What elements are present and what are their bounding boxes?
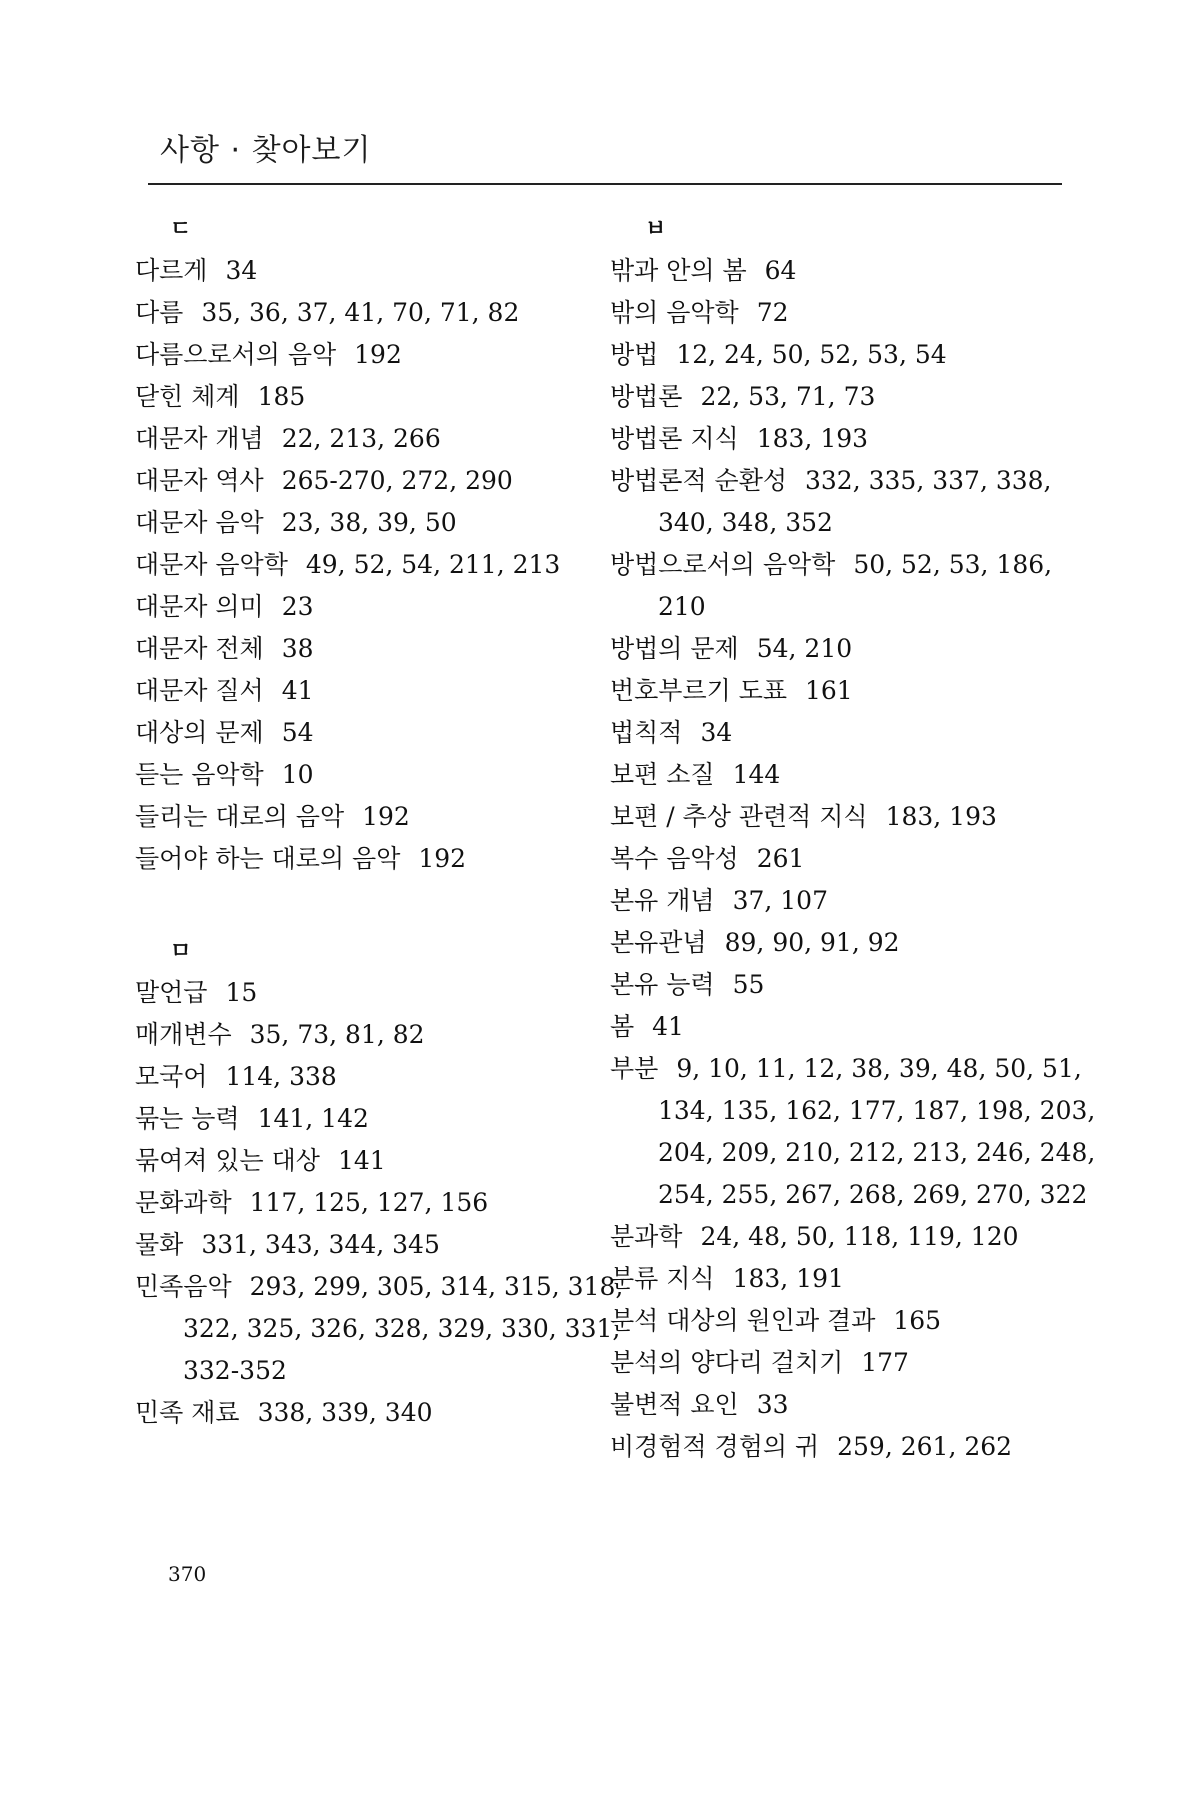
index-entry: [610, 796, 1055, 838]
index-pages: 72: [756, 298, 789, 327]
index-entry: [135, 838, 580, 880]
index-entry: [610, 1384, 1055, 1426]
index-pages: 22, 53, 71, 73: [700, 382, 876, 411]
index-term: 물화: [135, 1230, 184, 1259]
index-pages: 38: [281, 634, 314, 663]
index-term: 분류 지식: [610, 1264, 715, 1293]
index-pages: 183, 193: [885, 802, 997, 831]
index-pages: 34: [700, 718, 733, 747]
index-entry: [610, 838, 1055, 880]
index-entry: [135, 586, 580, 628]
index-term: 매개변수: [135, 1020, 232, 1049]
index-term: 방법론: [610, 382, 683, 411]
index-term: 밖과 안의 봄: [610, 256, 747, 285]
index-term: 방법: [610, 340, 659, 369]
index-term: 본유관념: [610, 928, 707, 957]
index-entry: [135, 1056, 580, 1098]
index-pages: 15: [225, 978, 258, 1007]
index-entry: [135, 1140, 580, 1182]
index-term: 다름: [135, 298, 184, 327]
index-entry: [135, 376, 580, 418]
index-term: 분석 대상의 원인과 결과: [610, 1306, 876, 1335]
index-pages: 10: [281, 760, 314, 789]
index-term: 다름으로서의 음악: [135, 340, 337, 369]
index-pages: 55: [732, 970, 765, 999]
index-entry: [135, 1266, 624, 1308]
index-pages: 265-270, 272, 290: [281, 466, 513, 495]
index-entry: [135, 628, 580, 670]
index-term: 분석의 양다리 걸치기: [610, 1348, 844, 1377]
index-term: 문화과학: [135, 1188, 232, 1217]
index-pages: 192: [418, 844, 467, 873]
index-entry: [135, 292, 580, 334]
index-entry: [610, 460, 1055, 502]
index-pages: 259, 261, 262: [837, 1432, 1013, 1461]
index-pages: 37, 107: [732, 886, 828, 915]
page-number: 370: [168, 1562, 207, 1586]
section-letter-d: ㄷ: [170, 217, 192, 242]
index-pages: 33: [756, 1390, 789, 1419]
index-entry: [610, 1342, 1055, 1384]
index-term: 방법론적 순환성: [610, 466, 787, 495]
index-term: 대문자 의미: [135, 592, 264, 621]
index-entry: [610, 670, 1055, 712]
index-pages: 22, 213, 266: [281, 424, 441, 453]
index-entry-continuation: 254, 255, 267, 268, 269, 270, 322: [658, 1180, 1088, 1209]
index-entry: [135, 1098, 580, 1140]
index-term: 민족 재료: [135, 1398, 240, 1427]
index-pages: 49, 52, 54, 211, 213: [305, 550, 561, 579]
index-term: 봄: [610, 1012, 635, 1041]
index-entry: [135, 460, 580, 502]
index-pages: 12, 24, 50, 52, 53, 54: [676, 340, 947, 369]
index-entry: [135, 250, 580, 292]
section-letter-m: ㅁ: [170, 939, 192, 964]
index-term: 방법의 문제: [610, 634, 739, 663]
index-term: 보편 소질: [610, 760, 715, 789]
index-term: 방법으로서의 음악학: [610, 550, 836, 579]
index-entry: [135, 972, 580, 1014]
index-term: 대문자 역사: [135, 466, 264, 495]
index-entry: [610, 1300, 1055, 1342]
index-entry: [610, 1048, 1082, 1090]
section-letter-b: ㅂ: [645, 217, 667, 242]
index-entry: [610, 1006, 1055, 1048]
index-term: 말언급: [135, 978, 208, 1007]
index-term: 분과학: [610, 1222, 683, 1251]
index-entry: [610, 964, 1055, 1006]
index-entry: [135, 502, 580, 544]
index-pages: 183, 193: [756, 424, 869, 453]
index-term: 묶는 능력: [135, 1104, 240, 1133]
index-entry: [135, 1224, 580, 1266]
index-term: 본유 개념: [610, 886, 715, 915]
index-pages: 141: [337, 1146, 386, 1175]
index-term: 묶여져 있는 대상: [135, 1146, 320, 1175]
index-pages: 41: [281, 676, 314, 705]
index-term: 모국어: [135, 1062, 208, 1091]
index-entry: [135, 796, 580, 838]
index-entry-continuation: 322, 325, 326, 328, 329, 330, 331,: [183, 1314, 621, 1343]
index-term: 닫힌 체계: [135, 382, 240, 411]
section-d-entries: [135, 250, 580, 880]
index-entry: [610, 418, 1055, 460]
index-pages: 50, 52, 53, 186,: [853, 550, 1053, 579]
index-entry: [610, 1426, 1055, 1468]
index-pages: 331, 343, 344, 345: [201, 1230, 440, 1259]
index-pages: 89, 90, 91, 92: [724, 928, 900, 957]
index-term: 비경험적 경험의 귀: [610, 1432, 820, 1461]
index-pages: 141, 142: [257, 1104, 369, 1133]
index-pages: 177: [861, 1348, 909, 1377]
index-entry: [610, 754, 1055, 796]
section-m-entries: [135, 972, 624, 1434]
index-pages: 185: [257, 382, 306, 411]
index-term: 불변적 요인: [610, 1390, 739, 1419]
index-entry: [610, 334, 1055, 376]
index-pages: 35, 36, 37, 41, 70, 71, 82: [201, 298, 520, 327]
index-entry: [610, 250, 1055, 292]
section-b-entries: [610, 250, 1096, 1468]
index-term: 대문자 질서: [135, 676, 264, 705]
index-term: 방법론 지식: [610, 424, 739, 453]
index-pages: 144: [732, 760, 781, 789]
index-entry: [135, 418, 580, 460]
index-pages: 64: [764, 256, 797, 285]
index-entry-continuation: 134, 135, 162, 177, 187, 198, 203,: [658, 1096, 1096, 1125]
index-pages: 192: [354, 340, 402, 369]
index-term: 본유 능력: [610, 970, 715, 999]
index-term: 다르게: [135, 256, 208, 285]
index-term: 대문자 음악: [135, 508, 264, 537]
index-entry: [610, 544, 1055, 586]
index-entry: [135, 1392, 580, 1434]
index-entry-continuation: 204, 209, 210, 212, 213, 246, 248,: [658, 1138, 1096, 1167]
index-entry: [610, 712, 1055, 754]
index-pages: 34: [225, 256, 258, 285]
index-pages: 332, 335, 337, 338,: [805, 466, 1052, 495]
index-pages: 161: [805, 676, 853, 705]
index-term: 복수 음악성: [610, 844, 739, 873]
index-term: 듣는 음악학: [135, 760, 264, 789]
index-entry: [135, 670, 580, 712]
index-entry: [135, 712, 580, 754]
index-entry: [610, 1258, 1055, 1300]
index-term: 법칙적: [610, 718, 683, 747]
index-pages: 165: [893, 1306, 942, 1335]
index-term: 들어야 하는 대로의 음악: [135, 844, 401, 873]
index-entry: [610, 880, 1055, 922]
index-term: 밖의 음악학: [610, 298, 739, 327]
index-pages: 293, 299, 305, 314, 315, 318,: [249, 1272, 624, 1301]
index-term: 대문자 개념: [135, 424, 264, 453]
index-entry: [135, 1014, 580, 1056]
index-pages: 54: [281, 718, 314, 747]
header-rule: [148, 183, 1062, 185]
index-entry: [610, 376, 1055, 418]
index-entry: [610, 628, 1055, 670]
index-column-right: [610, 210, 1096, 1468]
index-term: 부분: [610, 1054, 659, 1083]
index-term: 대상의 문제: [135, 718, 264, 747]
index-pages: 338, 339, 340: [257, 1398, 433, 1427]
index-pages: 54, 210: [756, 634, 853, 663]
index-pages: 23, 38, 39, 50: [281, 508, 457, 537]
index-column-left: [135, 210, 624, 1434]
index-term: 대문자 음악학: [135, 550, 288, 579]
page-header-title: 사항 · 찾아보기: [160, 133, 372, 168]
index-entry: [135, 1182, 580, 1224]
index-entry: [135, 754, 580, 796]
index-pages: 9, 10, 11, 12, 38, 39, 48, 50, 51,: [676, 1054, 1082, 1083]
index-entry-continuation: 332-352: [183, 1356, 287, 1385]
index-pages: 23: [281, 592, 314, 621]
index-entry: [135, 544, 580, 586]
section-spacer: [135, 880, 580, 932]
index-entry: [135, 334, 580, 376]
index-term: 번호부르기 도표: [610, 676, 787, 705]
index-pages: 117, 125, 127, 156: [249, 1188, 489, 1217]
index-pages: 183, 191: [732, 1264, 844, 1293]
index-pages: 35, 73, 81, 82: [249, 1020, 425, 1049]
index-term: 보편 / 추상 관련적 지식: [610, 802, 868, 831]
index-pages: 114, 338: [225, 1062, 337, 1091]
index-entry: [610, 1216, 1055, 1258]
index-term: 들리는 대로의 음악: [135, 802, 345, 831]
index-entry: [610, 292, 1055, 334]
index-entry-continuation: 210: [658, 592, 706, 621]
index-entry-continuation: 340, 348, 352: [658, 508, 833, 537]
index-term: 대문자 전체: [135, 634, 264, 663]
index-pages: 261: [756, 844, 805, 873]
index-term: 민족음악: [135, 1272, 232, 1301]
index-pages: 24, 48, 50, 118, 119, 120: [700, 1222, 1019, 1251]
index-entry: [610, 922, 1055, 964]
index-pages: 192: [362, 802, 410, 831]
index-pages: 41: [652, 1012, 684, 1041]
